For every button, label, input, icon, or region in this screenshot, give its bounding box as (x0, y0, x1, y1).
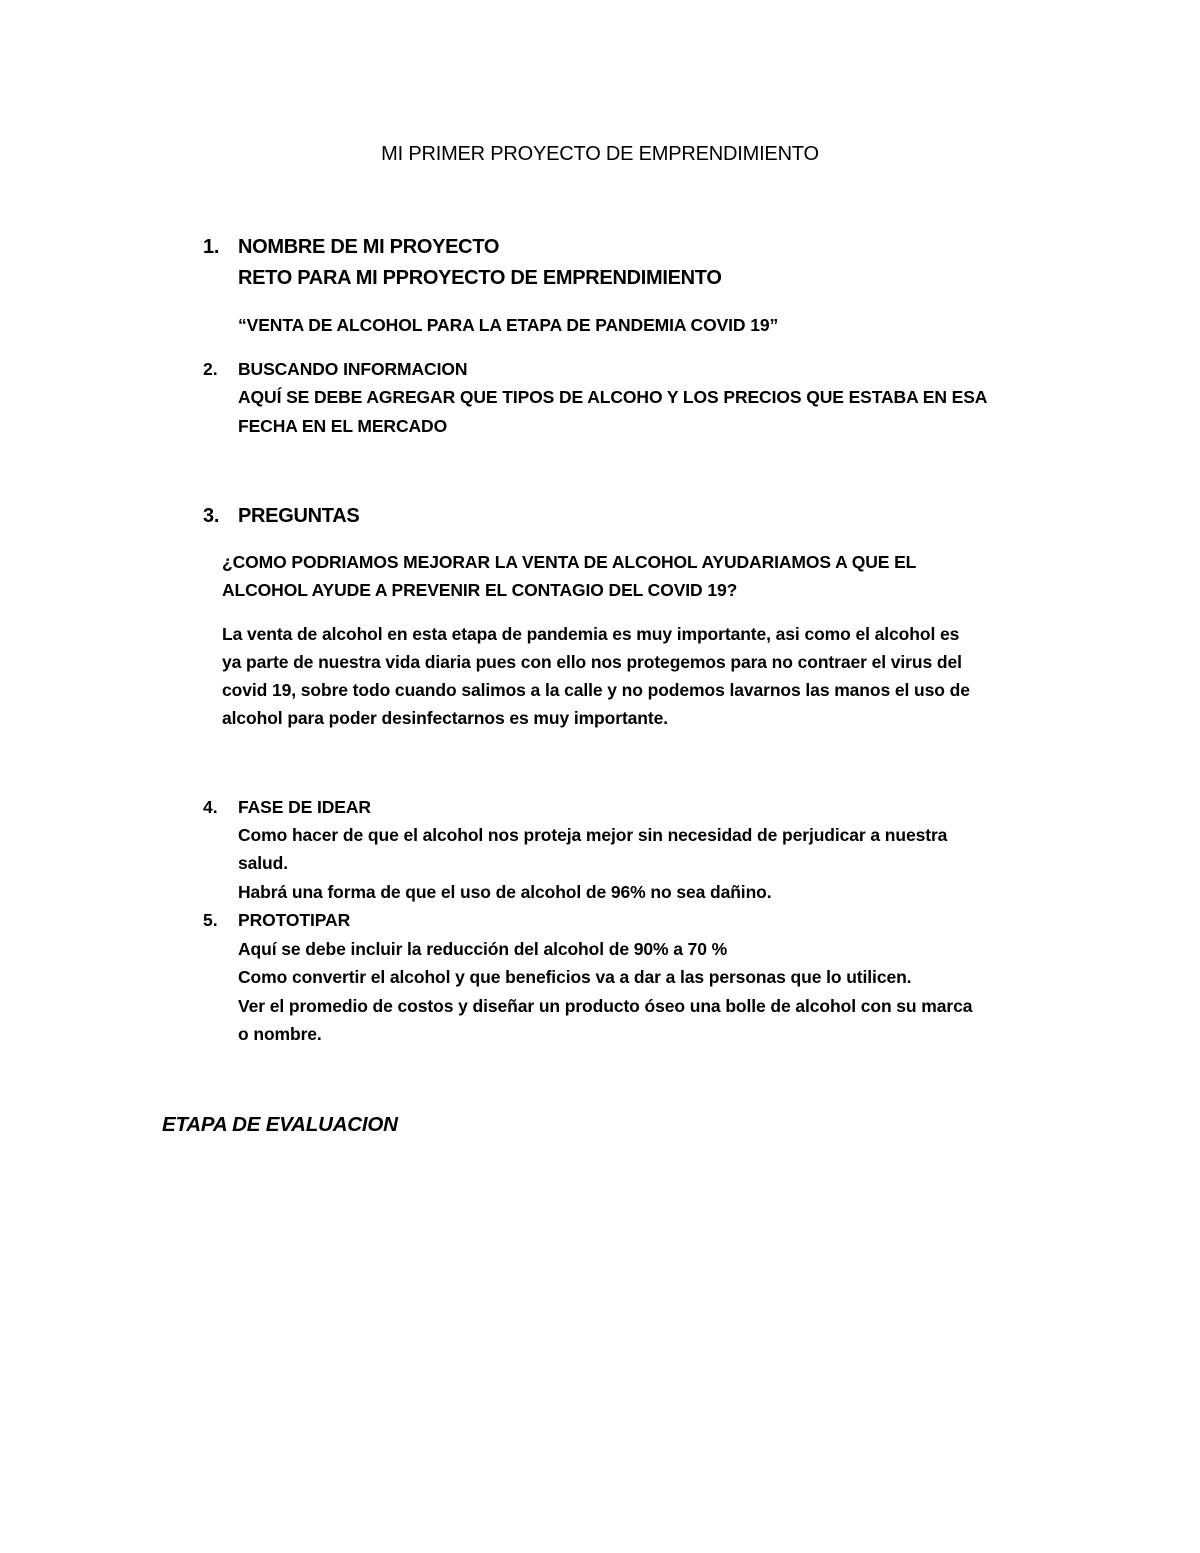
section-2-number: 2. (203, 359, 218, 379)
section-4-number: 4. (203, 797, 218, 817)
section-3-heading: PREGUNTAS (238, 505, 360, 527)
section-3-answer-line-3: covid 19, sobre todo cuando salimos a la calle y no podemos lavarnos las manos el uso de (222, 680, 970, 700)
section-3-answer-line-2: ya parte de nuestra vida diaria pues con ello nos protegemos para no contraer el virus del (222, 652, 962, 672)
section-5-line-4: o nombre. (238, 1024, 322, 1044)
section-1-project-name: “VENTA DE ALCOHOL PARA LA ETAPA DE PANDEMIA COVID 19” (238, 315, 779, 335)
section-4-line-2: salud. (238, 853, 288, 873)
section-3-number: 3. (203, 505, 220, 527)
section-2-line-2: FECHA EN EL MERCADO (238, 416, 448, 436)
section-5-number: 5. (203, 910, 218, 930)
section-3-question-line-2: ALCOHOL AYUDE A PREVENIR EL CONTAGIO DEL COVID 19? (222, 580, 738, 600)
section-4-line-3: Habrá una forma de que el uso de alcohol de 96% no sea dañino. (238, 882, 772, 902)
section-5-heading: PROTOTIPAR (238, 910, 351, 930)
section-2-heading: BUSCANDO INFORMACION (238, 359, 468, 379)
section-1-number: 1. (203, 236, 220, 258)
section-2-line-1: AQUÍ SE DEBE AGREGAR QUE TIPOS DE ALCOHO Y LOS PRECIOS QUE ESTABA EN ESA (238, 387, 988, 407)
section-3-answer-line-1: La venta de alcohol en esta etapa de pandemia es muy importante, asi como el alcohol es (222, 624, 960, 644)
section-3-question-line-1: ¿COMO PODRIAMOS MEJORAR LA VENTA DE ALCOHOL AYUDARIAMOS A QUE EL (222, 552, 917, 572)
section-1-challenge: RETO PARA MI PPROYECTO DE EMPRENDIMIENTO (238, 267, 722, 289)
section-5-line-3: Ver el promedio de costos y diseñar un producto óseo una bolle de alcohol con su marca (238, 996, 973, 1016)
evaluation-heading: ETAPA DE EVALUACION (162, 1113, 398, 1136)
section-4-line-1: Como hacer de que el alcohol nos proteja mejor sin necesidad de perjudicar a nuestra (238, 825, 948, 845)
section-1-heading: NOMBRE DE MI PROYECTO (238, 236, 500, 258)
section-4-heading: FASE DE IDEAR (238, 797, 371, 817)
document-title: MI PRIMER PROYECTO DE EMPRENDIMIENTO (381, 143, 819, 165)
section-3-answer-line-4: alcohol para poder desinfectarnos es muy importante. (222, 708, 669, 728)
section-5-line-2: Como convertir el alcohol y que beneficios va a dar a las personas que lo utilicen. (238, 967, 912, 987)
section-5-line-1: Aquí se debe incluir la reducción del alcohol de 90% a 70 % (238, 939, 728, 959)
